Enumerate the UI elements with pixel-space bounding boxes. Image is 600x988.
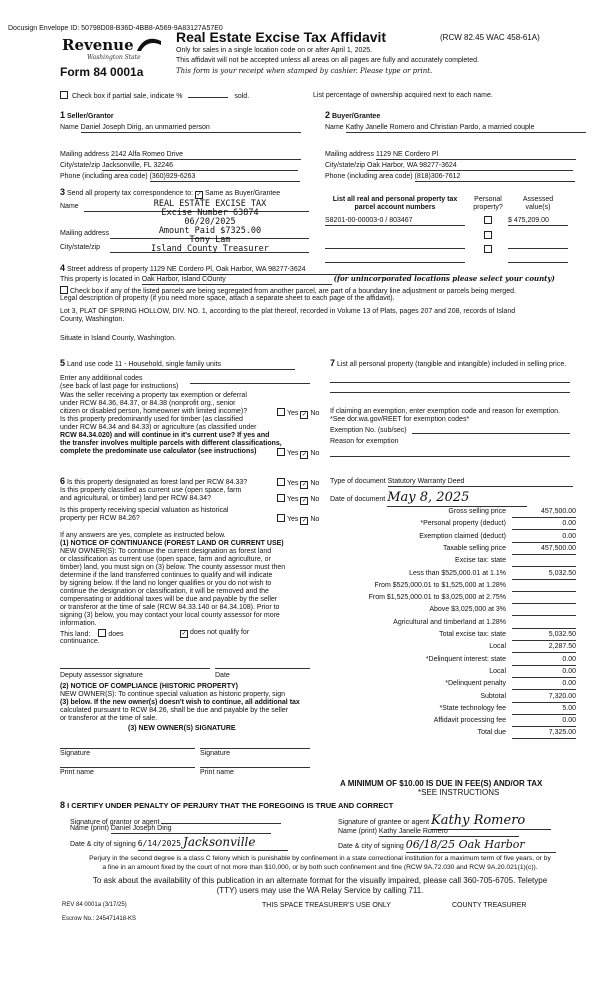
tax-row-value[interactable]	[512, 619, 576, 629]
grantee-name-row: Name (print) Kathy Janelle Romero	[338, 828, 519, 837]
tax-row	[330, 643, 576, 653]
this-land-row: This land: does	[60, 631, 124, 638]
forest-yes[interactable]	[277, 478, 285, 486]
q-exemption-no[interactable]: ✓	[301, 412, 307, 418]
tax-row-label: Less than $525,000.01 at 1.1%	[409, 569, 506, 577]
q-exemption: Was the seller receiving a property tax exemption or deferral under RCW 84.36, 84.37, or 84.38 (nonprofit org., senior citizen or disabled person, homeowner with limited income)?	[60, 392, 248, 415]
tax-row-label: Gross selling price	[448, 508, 506, 515]
revenue-logo: Revenue	[62, 36, 134, 54]
tax-row-label: *State technology fee	[439, 704, 506, 712]
q-timber-yes[interactable]	[277, 448, 285, 456]
deputy-signature-line[interactable]	[60, 668, 210, 669]
tax-row-value[interactable]	[512, 594, 576, 604]
escrow-number: Escrow No.: 245471418-KS	[62, 916, 137, 922]
logo-sub: Washington State	[87, 54, 141, 61]
additional-codes-sub: (see back of last page for instructions)	[60, 383, 179, 390]
exemption-text: If claiming an exemption, enter exemption code and reason for exemption.	[330, 408, 560, 415]
seller-heading: 1 Seller/Grantor	[60, 110, 114, 120]
exemption-reason-label: Reason for exemption	[330, 438, 399, 445]
tax-row-value[interactable]: 0.00	[512, 533, 576, 543]
tax-row	[330, 557, 576, 567]
doc-type-row: Type of document Statutory Warranty Deed	[330, 478, 573, 487]
grantee-date-city-field[interactable]: 06/18/25 Oak Harbor	[406, 839, 556, 853]
personal-property-checkbox-1[interactable]	[484, 216, 492, 224]
doc-date-row: Date of document May 8, 2025	[330, 491, 527, 507]
assessed-header: Assessed value(s)	[522, 196, 554, 212]
grantor-date-row: Date & city of signing 6/14/2025 Jacksonville	[70, 836, 288, 851]
new-owner-signature-2[interactable]	[200, 748, 310, 749]
grantee-signature-field[interactable]: Kathy Romero	[431, 814, 551, 830]
tax-row	[330, 533, 576, 543]
tax-row-label: *Personal property (deduct)	[420, 520, 506, 528]
assessed-field-3[interactable]	[508, 254, 568, 263]
tax-row-value[interactable]: 457,500.00	[512, 508, 576, 518]
grantee-sig-row: Signature of grantee or agent Kathy Romero	[338, 814, 551, 830]
tax-row-label: *Delinquent interest: state	[425, 655, 506, 663]
rev-number: REV 84 0001a (3/17/25)	[62, 902, 127, 908]
parcel-header: List all real and personal property tax parcel account numbers	[332, 196, 458, 212]
legal-desc-label: Legal description of property (if you need more space, attach a separate sheet to each page of the affidavit).	[60, 295, 395, 302]
legal-desc-1: Lot 3, PLAT OF SPRING HOLLOW, DIV. NO. 1, according to the plat thereof, recorded in Volume 13 of Plats, pages 207 and 208, records of Island	[60, 308, 516, 315]
street-row: 4 Street address of property 1129 NE Cordero Pl, Oak Harbor, WA 98277-3624	[60, 263, 450, 275]
forest-no[interactable]: ✓	[301, 482, 307, 488]
notice-continuance-body: NEW OWNER(S): To continue the current designation as forest land or classification as current use (open space, farm and agriculture, or timber) land, you must sign on (3) below. The county assessor must then determine if the land transferred continues to qualify and will indicate by signing below. If the land no longer qualifies or you do not wish to continue the designation or classification, it will be removed and the compensating or additional taxes will be due and payable by the seller or transferor at the time of sale (RCW 84.33.140 or 84.34.108). Prior to signing (3) below, you may contact your local county assessor for more information.	[60, 548, 286, 627]
tax-row	[330, 619, 576, 629]
located-row: This property is located in Oak Harbor, Island COunty (for unincorporated locations please select your county)	[60, 275, 555, 285]
land-use-row: 5 Land use code 11 - Household, single family units	[60, 358, 295, 370]
assessed-field-1[interactable]: $ 475,209.00	[508, 217, 568, 226]
tax-row-label: Total excise tax: state	[439, 631, 506, 638]
tax-row	[330, 631, 576, 641]
personal-property-checkbox-3[interactable]	[484, 245, 492, 253]
historic-yes[interactable]	[277, 514, 285, 522]
tax-row	[330, 668, 576, 678]
tax-row-value[interactable]: 5,032.50	[512, 570, 576, 580]
current-use-yes[interactable]	[277, 494, 285, 502]
parcel-field-3[interactable]	[325, 254, 465, 263]
form-number: Form 84 0001a	[60, 65, 144, 79]
tax-row-label: From $1,525,000.01 to $3,025,000 at 2.75%	[368, 594, 506, 602]
assessed-field-2[interactable]	[508, 240, 568, 249]
seller-city-row: City/state/zip Jacksonville, FL 32246	[60, 162, 298, 171]
tax-row-value[interactable]: 0.00	[512, 668, 576, 678]
tax-row-label: Agricultural and timberland at 1.28%	[393, 618, 506, 626]
tax-row-value[interactable]	[512, 606, 576, 616]
buyer-mailing-row: Mailing address 1129 NE Cordero Pl	[325, 151, 576, 160]
land-use-field[interactable]: 11 - Household, single family units	[115, 361, 295, 370]
doc-date-field[interactable]: May 8, 2025	[387, 491, 527, 507]
tax-row	[330, 582, 576, 592]
s3-mailing-label: Mailing address	[60, 230, 110, 237]
tax-row-label: *Delinquent penalty	[445, 680, 506, 688]
tax-row-label: Taxable selling price	[442, 544, 506, 552]
grantor-name-row: Name (print) Daniel Joseph Dirig	[70, 825, 271, 834]
partial-sale-checkbox[interactable]	[60, 91, 68, 99]
buyer-name-field[interactable]: Kathy Janelle Romero and Christian Pardo, a married couple	[346, 124, 586, 133]
tax-row-value[interactable]: 0.00	[512, 656, 576, 666]
s3-city-label: City/state/zip	[60, 244, 101, 251]
tax-row-label: Total due	[477, 729, 506, 737]
notice-compliance-body: NEW OWNER(S): To continue special valuation as historic property, sign (3) below. If the new owner(s) doesn't wish to continue, all additional tax calculated pursuant to RCW 84.26, shall be due and payable by the seller or transferor at the time of sale.	[60, 691, 300, 722]
tax-row	[330, 570, 576, 580]
tax-row	[330, 705, 576, 715]
same-as-buyer-checkbox[interactable]: ✓	[196, 192, 202, 198]
tax-row-value[interactable]: 7,320.00	[512, 693, 576, 703]
tax-row	[330, 680, 576, 690]
tax-row-label: Local	[489, 667, 506, 675]
deputy-label: Deputy assessor signature	[60, 672, 143, 679]
tax-row	[330, 594, 576, 604]
notice-compliance-title: (2) NOTICE OF COMPLIANCE (HISTORIC PROPERTY)	[60, 683, 238, 690]
tax-row-label: Subtotal	[480, 692, 506, 700]
land-does-checkbox[interactable]	[98, 629, 106, 637]
partial-sale-row: Check box if partial sale, indicate % sold.	[60, 91, 249, 101]
grantor-date-city-field[interactable]: 6/14/2025 Jacksonville	[138, 836, 288, 851]
exemption-no-label: Exemption No. (sub/sec)	[330, 427, 407, 434]
seller-city-field[interactable]: Jacksonville, FL 32246	[102, 162, 298, 171]
tax-row-value[interactable]: 0.00	[512, 520, 576, 530]
current-use-q: Is this property classified as current use (open space, farm and agricultural, or timber) land per RCW 84.34?	[60, 487, 242, 502]
seller-phone-row: Phone (including area code) (360)929-6263	[60, 173, 300, 182]
land-does-not-checkbox[interactable]: ✓	[181, 631, 187, 637]
seller-name-field[interactable]: Daniel Joseph Dirig, an unmarried person	[81, 124, 301, 133]
new-owner-signature-1[interactable]	[60, 748, 195, 749]
s3-name-label: Name	[60, 203, 79, 210]
tax-row-label: Affidavit processing fee	[433, 717, 506, 725]
tax-row-value[interactable]	[512, 582, 576, 592]
tax-row	[330, 606, 576, 616]
tax-row-label: From $525,000.01 to $1,525,000 at 1.28%	[374, 581, 506, 589]
tax-row	[330, 729, 576, 739]
seller-name-row: Name Daniel Joseph Dirig, an unmarried person	[60, 124, 310, 133]
tax-row-value[interactable]	[512, 557, 576, 567]
tax-row	[330, 545, 576, 555]
seller-mailing-row: Mailing address 2142 Alfa Romeo Drive	[60, 151, 301, 160]
personal-property-checkbox-2[interactable]	[484, 231, 492, 239]
grantee-date-row: Date & city of signing 06/18/25 Oak Harbor	[338, 839, 556, 853]
partial-percent-input[interactable]	[188, 97, 228, 98]
q-exemption-yes[interactable]	[277, 408, 285, 416]
tax-row-value[interactable]: 457,500.00	[512, 545, 576, 555]
tax-correspondence-row: 3 Send all property tax correspondence to: ✓ Same as Buyer/Grantee	[60, 187, 281, 198]
logo-mark-icon	[135, 35, 163, 53]
deputy-date-label: Date	[215, 672, 230, 679]
tax-row-value[interactable]: 7,325.00	[512, 729, 576, 739]
header-notes: Only for sales in a single location code on or after April 1, 2025. This affidavit will not be accepted unless all areas on all pages are fully and accurately completed. This form is your receipt when stamped by cashier. Please type or print.	[176, 47, 479, 75]
buyer-phone-field[interactable]: (818)306-7612	[415, 173, 575, 182]
tax-row	[330, 520, 576, 530]
continuance-label: continuance.	[60, 638, 100, 645]
segregate-checkbox[interactable]	[60, 286, 68, 294]
seller-mailing-field[interactable]: 2142 Alfa Romeo Drive	[111, 151, 301, 160]
exemption-reason-field[interactable]	[330, 456, 570, 457]
current-use-no[interactable]: ✓	[301, 498, 307, 504]
street-field[interactable]: 1129 NE Cordero Pl, Oak Harbor, WA 98277-3624	[150, 266, 450, 275]
historic-no[interactable]: ✓	[301, 518, 307, 524]
tax-row-value[interactable]: 5.00	[512, 705, 576, 715]
partial-sale-label: Check box if partial sale, indicate %	[71, 93, 183, 100]
tax-row	[330, 508, 576, 518]
tax-row-label: Excise tax: state	[455, 557, 506, 565]
rcw-ref: (RCW 82.45 WAC 458-61A)	[440, 33, 540, 42]
new-owner-print-2[interactable]	[200, 767, 310, 768]
tax-row	[330, 656, 576, 666]
buyer-mailing-field[interactable]: 1129 NE Cordero Pl	[376, 151, 576, 160]
exemption-link[interactable]: *See dor.wa.gov/REET for exemption codes*	[330, 416, 470, 423]
additional-codes: Enter any additional codes	[60, 375, 143, 382]
seller-phone-field[interactable]: (360)929-6263	[150, 173, 300, 182]
tax-row-value[interactable]: 0.00	[512, 680, 576, 690]
exemption-no-field[interactable]	[412, 433, 570, 434]
tax-row-value[interactable]: 2,287.50	[512, 643, 576, 653]
county-treasurer-label: COUNTY TREASURER	[452, 902, 527, 909]
q-timber: Is this property predominantly used for timber (as classified under RCW 84.34 and 84.33) or agriculture (as classified under RCW 84.34.020) and will continue in it's current use? If yes and the transfer involves multiple parcels with different classifications, complete the predominate use calculator (see instructions)	[60, 416, 282, 455]
segregate-row: Check box if any of the listed parcels are being segregated from another parcel, are part of a boundary line adjustment or parcels being merged.	[60, 286, 516, 296]
ownership-note: List percentage of ownership acquired next to each name.	[313, 92, 493, 99]
treasurer-use-label: THIS SPACE TREASURER'S USE ONLY	[262, 902, 391, 909]
tax-row-label: Above $3,025,000 at 3%	[429, 606, 506, 614]
tax-row-label: Local	[489, 643, 506, 651]
tax-row-value[interactable]: 0.00	[512, 717, 576, 727]
personal-property-header: Personal property?	[473, 196, 503, 212]
doc-type-field[interactable]: Statutory Warranty Deed	[388, 478, 573, 487]
form-title: Real Estate Excise Tax Affidavit	[176, 29, 387, 45]
buyer-phone-row: Phone (including area code) (818)306-7612	[325, 173, 575, 182]
notice-continuance-title: (1) NOTICE OF CONTINUANCE (FOREST LAND OR CURRENT USE)	[60, 540, 284, 547]
q-timber-no[interactable]: ✓	[301, 452, 307, 458]
minimum-due: A MINIMUM OF $10.00 IS DUE IN FEE(S) AND/OR TAX	[340, 779, 543, 788]
forest-q: 6 Is this property designated as forest land per RCW 84.33?	[60, 476, 248, 486]
parcel-field-1[interactable]: S8201-00-00003-0 / 803467	[325, 217, 465, 226]
legal-desc-2: County, Washington.	[60, 316, 125, 323]
additional-codes-field[interactable]	[190, 383, 310, 384]
situate: Situate in Island County, Washington.	[60, 335, 176, 342]
grantor-sig-row: Signature of grantor or agent	[70, 814, 281, 827]
tax-row-label: Exemption claimed (deduct)	[419, 532, 506, 540]
located-field[interactable]: Oak Harbor, Island COunty	[142, 276, 332, 285]
grantor-name-field[interactable]: Daniel Joseph Dirig	[111, 825, 271, 834]
alt-format-notice: To ask about the availability of this publication in an alternate format for the visually impaired, please call 360-705-6705. Teletype (TTY) users may use the WA Relay Service by calling 711.	[92, 876, 548, 895]
tax-row	[330, 717, 576, 727]
see-instructions: *SEE INSTRUCTIONS	[418, 788, 500, 797]
historic-q: Is this property receiving special valuation as historical property per RCW 84.26?	[60, 507, 229, 522]
buyer-city-row: City/state/zip Oak Harbor, WA 98277-3624	[325, 162, 573, 171]
buyer-city-field[interactable]: Oak Harbor, WA 98277-3624	[367, 162, 573, 171]
grantor-signature-field[interactable]	[161, 814, 281, 824]
tax-row-value[interactable]: 5,032.50	[512, 631, 576, 641]
tax-row	[330, 693, 576, 703]
buyer-heading: 2 Buyer/Grantee	[325, 110, 381, 120]
perjury-notice: Perjury in the second degree is a class C felony which is punishable by confinement in a state correctional institution for a maximum term of five years, or by a fine in an amount fixed by the court of not more than $10,000, or by both such confinement and fine (RCW 9A.72.030 and RCW 9A.20.021(1)(c)).	[89, 855, 551, 871]
grantee-name-field[interactable]: Kathy Janelle Romero	[379, 828, 519, 837]
if-any-yes: If any answers are yes, complete as instructed below.	[60, 532, 226, 539]
parcel-field-2[interactable]	[325, 240, 465, 249]
personal-property-list-label: 7 List all personal property (tangible and intangible) included in selling price.	[330, 358, 567, 368]
envelope-id: Docusign Envelope ID: 50798D08-B36D-4BB8-A569-9A83127A57E0	[8, 25, 223, 32]
buyer-name-row: Name Kathy Janelle Romero and Christian Pardo, a married couple	[325, 124, 586, 133]
new-owner-sig-title: (3) NEW OWNER(S) SIGNATURE	[128, 725, 236, 732]
certify-statement: 8 I CERTIFY UNDER PENALTY OF PERJURY THAT THE FOREGOING IS TRUE AND CORRECT	[60, 800, 394, 810]
new-owner-print-1[interactable]	[60, 767, 195, 768]
treasurer-stamp: REAL ESTATE EXCISE TAX Excise Number 63874 06/20/2025 Amount Paid $7325.00 Tony Lam Island County Treasurer	[151, 199, 269, 254]
deputy-date-line[interactable]	[215, 668, 310, 669]
